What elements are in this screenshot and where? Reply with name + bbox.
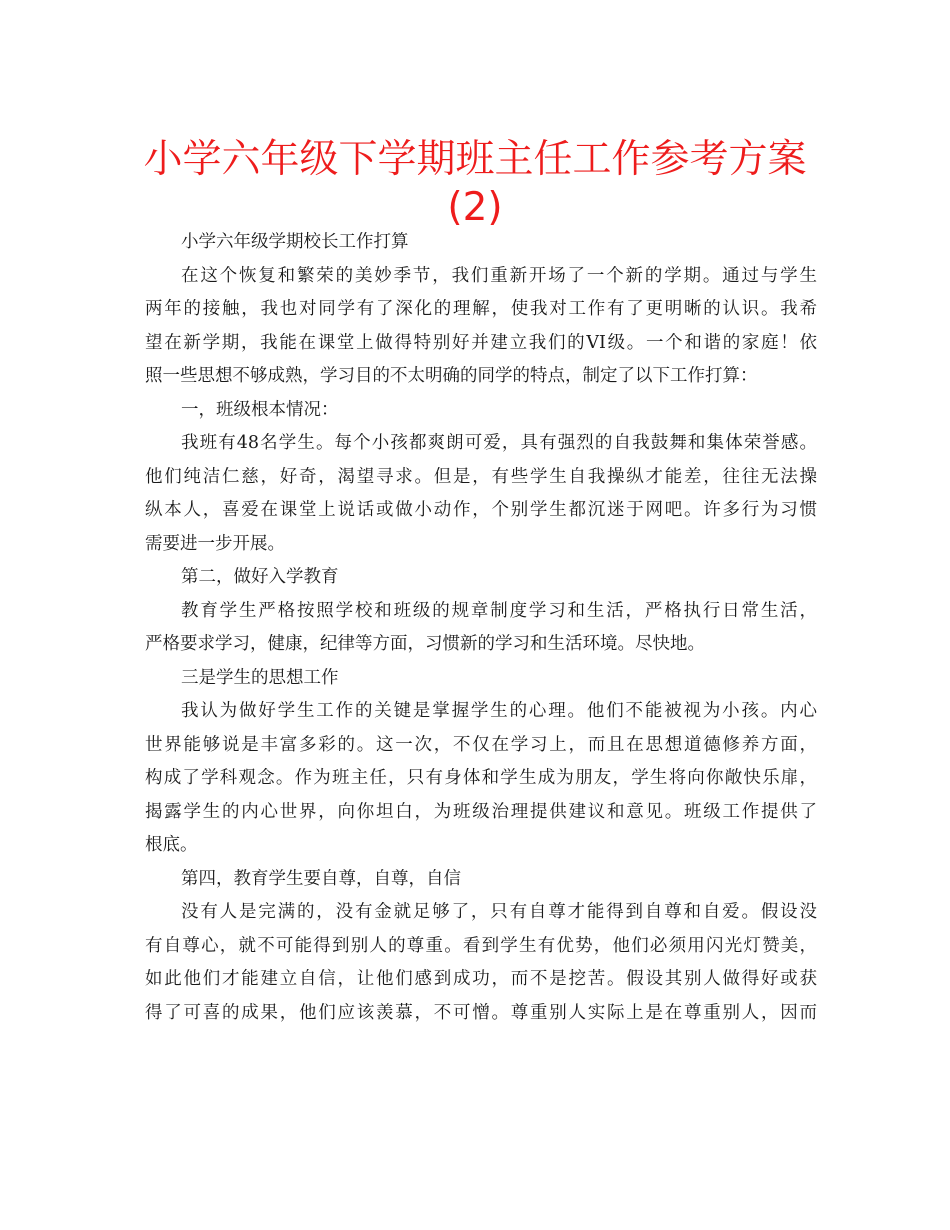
paragraph-line: 教育学生严格按照学校和班级的规章制度学习和生活，严格执行日常生活，	[181, 600, 817, 621]
section-heading: 第二，做好入学教育	[181, 567, 339, 587]
paragraph-line: 我认为做好学生工作的关键是掌握学生的心理。他们不能被视为小孩。内心	[181, 701, 817, 721]
paragraph-line: 需要进一步开展。	[145, 533, 285, 554]
paragraph-line: 根底。	[145, 835, 198, 855]
paragraph-line: 构成了学科观念。作为班主任，只有身体和学生成为朋友，学生将向你敞快乐扉，	[145, 768, 817, 788]
paragraph-line: 世界能够说是丰富多彩的。这一次，不仅在学习上，而且在思想道德修养方面，	[145, 734, 817, 755]
paragraph-line: 如此他们才能建立自信，让他们感到成功，而不是挖苦。假设其别人做得好或获	[145, 969, 817, 989]
paragraph-line: 有自尊心，就不可能得到别人的尊重。看到学生有优势，他们必须用闪光灯赞美，	[145, 935, 817, 956]
paragraph-line: 他们纯洁仁慈，好奇，渴望寻求。但是，有些学生自我操纵才能差，往往无法操	[145, 466, 817, 487]
paragraph-line: 在这个恢复和繁荣的美妙季节，我们重新开场了一个新的学期。通过与学生	[181, 265, 817, 286]
paragraph-line: 两年的接触，我也对同学有了深化的理解，使我对工作有了更明晰的认识。我希	[145, 299, 817, 319]
subtitle-line: 小学六年级学期校长工作打算	[181, 232, 409, 252]
document-title-line-1: 小学六年级下学期班主任工作参考方案	[143, 137, 807, 182]
section-heading: 三是学生的思想工作	[181, 667, 339, 688]
paragraph-line: 揭露学生的内心世界，向你坦白，为班级治理提供建议和意见。班级工作提供了	[145, 801, 817, 822]
document-body	[145, 226, 817, 1030]
document-title-line-2: (2)	[447, 185, 503, 230]
paragraph-line: 我班有48名学生。每个小孩都爽朗可爱，具有强烈的自我鼓舞和集体荣誉感。	[181, 433, 817, 453]
paragraph-line: 没有人是完满的，没有金就足够了，只有自尊才能得到自尊和自爱。假设没	[181, 902, 817, 922]
paragraph-line: 得了可喜的成果，他们应该羡慕，不可憎。尊重别人实际上是在尊重别人，因而	[145, 1002, 817, 1023]
paragraph-line: 照一些思想不够成熟，学习目的不太明确的同学的特点，制定了以下工作打算：	[145, 366, 758, 386]
paragraph-line: 严格要求学习，健康，纪律等方面，习惯新的学习和生活环境。尽快地。	[145, 634, 705, 654]
paragraph-line: 望在新学期，我能在课堂上做得特别好并建立我们的VI级。一个和谐的家庭！依	[145, 332, 817, 353]
section-heading: 第四，教育学生要自尊，自尊，自信	[181, 868, 461, 889]
section-heading: 一，班级根本情况：	[181, 399, 339, 420]
paragraph-line: 纵本人，喜爱在课堂上说话或做小动作，个别学生都沉迷于网吧。许多行为习惯	[145, 500, 817, 520]
